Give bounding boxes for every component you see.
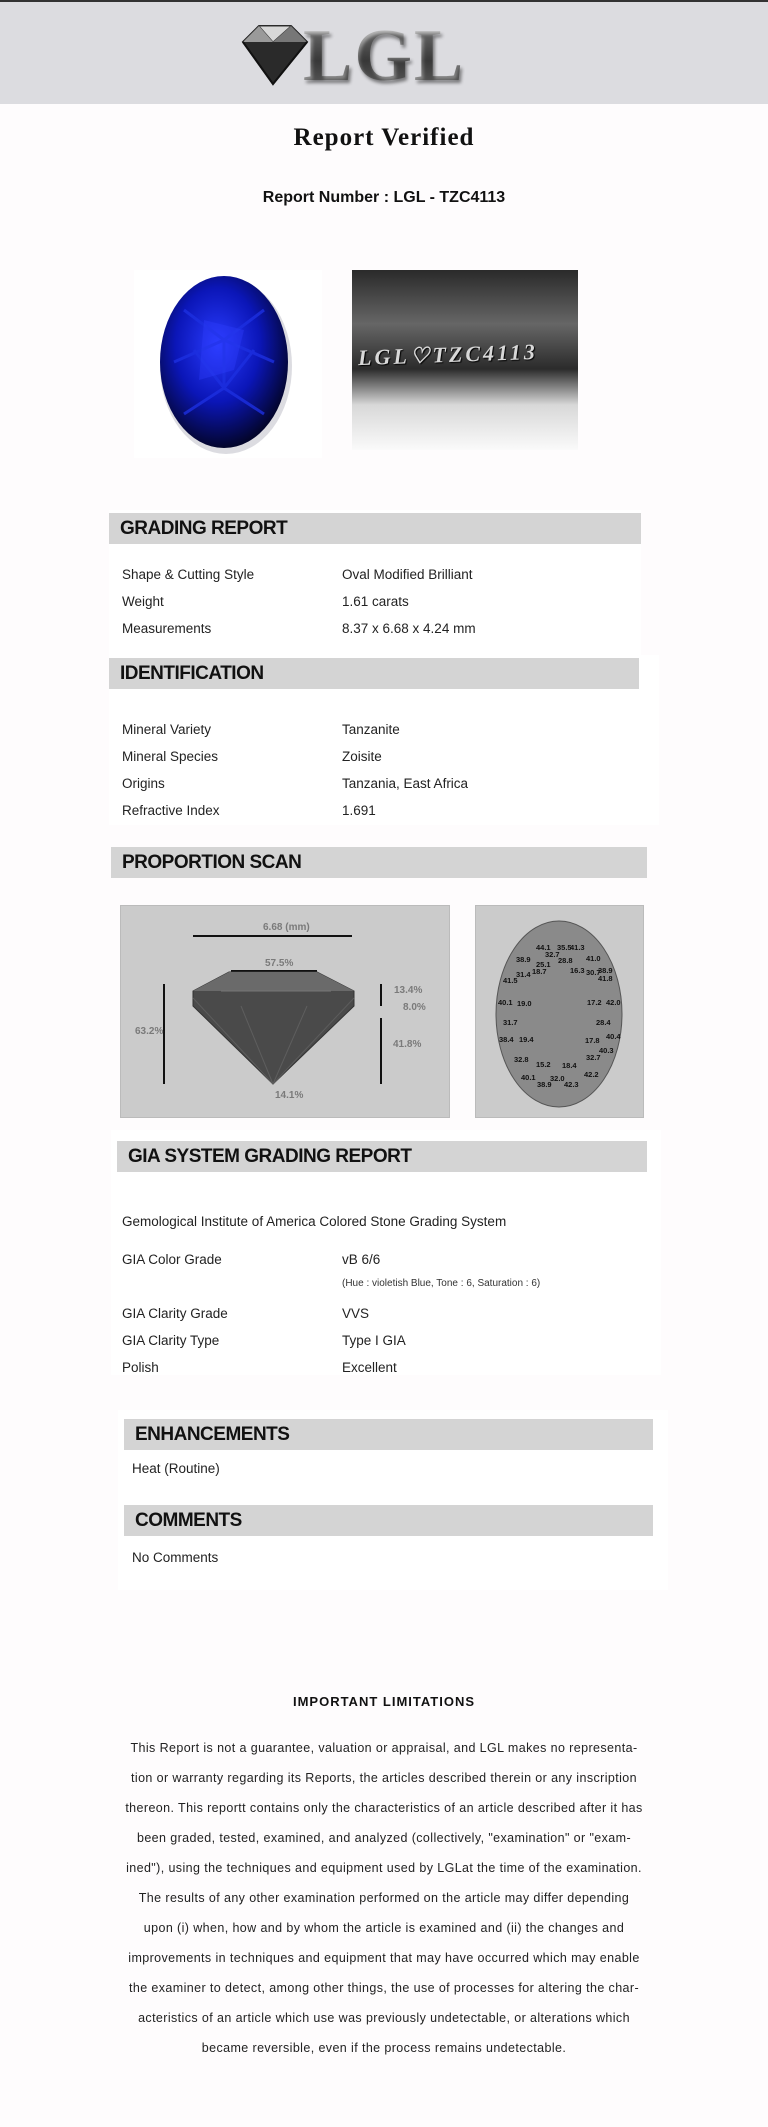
oval-value: 40.4	[606, 1032, 621, 1041]
oval-value: 41.0	[586, 954, 601, 963]
proportion-scan-header: PROPORTION SCAN	[111, 847, 647, 878]
origins-label: Origins	[122, 776, 165, 791]
oval-scan-diagram	[476, 906, 645, 1119]
shape-label: Shape & Cutting Style	[122, 567, 255, 582]
gia-clarity-label: GIA Clarity Grade	[122, 1306, 228, 1321]
oval-value: 28.8	[558, 956, 573, 965]
identification-header: IDENTIFICATION	[109, 658, 639, 689]
oval-value: 41.8	[598, 974, 613, 983]
weight-label: Weight	[122, 594, 164, 609]
proportion-top-view[interactable]	[475, 905, 644, 1118]
oval-value: 35.5	[557, 943, 572, 952]
site-header	[0, 0, 768, 104]
proportion-side-view[interactable]	[120, 905, 450, 1118]
limitations-line: improvements in techniques and equipment that may have occurred which may enable	[128, 1951, 640, 1965]
depth-percent: 63.2%	[135, 1026, 164, 1037]
mineral-species-value: Zoisite	[342, 749, 382, 764]
gia-color-label: GIA Color Grade	[122, 1252, 222, 1267]
shape-value: Oval Modified Brilliant	[342, 567, 473, 582]
oval-value: 42.0	[606, 998, 621, 1007]
girdle-percent: 8.0%	[403, 1002, 426, 1013]
limitations-line: acteristics of an article which use was previously undetectable, or alterations which	[138, 2011, 630, 2025]
enhancements-value: Heat (Routine)	[132, 1461, 220, 1476]
limitations-body	[118, 1733, 650, 2063]
gia-intro: Gemological Institute of America Colored Stone Grading System	[122, 1214, 507, 1229]
oval-value: 41.5	[503, 976, 518, 985]
oval-value: 38.4	[499, 1035, 514, 1044]
mineral-variety-label: Mineral Variety	[122, 722, 212, 737]
oval-value: 38.9	[516, 955, 531, 964]
mineral-species-label: Mineral Species	[122, 749, 219, 764]
polish-label: Polish	[122, 1360, 159, 1375]
oval-value: 31.4	[516, 970, 531, 979]
gia-report-header: GIA SYSTEM GRADING REPORT	[117, 1141, 647, 1172]
oval-value: 32.7	[545, 950, 560, 959]
inscription-text: LGL♡TZC4113	[357, 338, 539, 371]
gia-type-value: Type I GIA	[342, 1333, 406, 1348]
laser-inscription-photo[interactable]	[352, 270, 578, 450]
refractive-index-label: Refractive Index	[122, 803, 220, 818]
table-percent: 57.5%	[265, 958, 294, 969]
comments-header: COMMENTS	[124, 1505, 653, 1536]
oval-value: 38.9	[537, 1080, 552, 1089]
comments-value: No Comments	[132, 1550, 219, 1565]
oval-value: 15.2	[536, 1060, 551, 1069]
oval-value: 30.7	[586, 968, 601, 977]
limitations-line: became reversible, even if the process remains undetectable.	[201, 2041, 567, 2055]
oval-value: 19.0	[517, 999, 532, 1008]
oval-value: 25.1	[536, 960, 551, 969]
oval-value: 41.3	[570, 943, 585, 952]
limitations-title: IMPORTANT LIMITATIONS	[292, 1694, 476, 1709]
oval-value: 42.3	[564, 1080, 579, 1089]
oval-value: 28.4	[596, 1018, 611, 1027]
oval-value: 31.7	[503, 1018, 518, 1027]
oval-value: 42.2	[584, 1070, 599, 1079]
gia-clarity-value: VVS	[342, 1306, 370, 1321]
oval-value: 40.1	[521, 1073, 536, 1082]
refractive-index-value: 1.691	[342, 803, 376, 818]
logo-text: LGL	[303, 15, 466, 97]
page-title: Report Verified	[293, 124, 475, 151]
oval-value: 19.4	[519, 1035, 534, 1044]
oval-value: 44.1	[536, 943, 551, 952]
oval-value: 32.8	[514, 1055, 529, 1064]
report-number: Report Number : LGL - TZC4113	[262, 189, 506, 206]
limitations-line: thereon. This reportt contains only the characteristics of an article described after it has	[125, 1801, 643, 1815]
oval-value: 40.3	[599, 1046, 614, 1055]
polish-value: Excellent	[342, 1360, 397, 1375]
oval-value: 40.1	[498, 998, 513, 1007]
limitations-line: been graded, tested, examined, and analyzed (collectively, "examination" or "exam-	[136, 1831, 632, 1845]
oval-value: 17.8	[585, 1036, 600, 1045]
limitations-line: ined"), using the techniques and equipment used by LGLat the time of the examination.	[126, 1861, 642, 1875]
tanzanite-gem-image	[134, 270, 322, 458]
gem-profile-diagram	[121, 906, 451, 1119]
grading-report-header: GRADING REPORT	[109, 513, 641, 544]
oval-value: 32.7	[586, 1053, 601, 1062]
enhancements-header: ENHANCEMENTS	[124, 1419, 653, 1450]
lgl-logo[interactable]	[233, 16, 493, 96]
gia-type-label: GIA Clarity Type	[122, 1333, 220, 1348]
crown-percent: 13.4%	[394, 985, 423, 996]
measurements-label: Measurements	[122, 621, 212, 636]
culet-percent: 14.1%	[275, 1090, 304, 1101]
limitations-line: tion or warranty regarding its Reports, the articles described therein or any inscription	[131, 1771, 637, 1785]
oval-value: 32.0	[550, 1074, 565, 1083]
oval-value: 18.7	[532, 967, 547, 976]
measurements-value: 8.37 x 6.68 x 4.24 mm	[342, 621, 476, 636]
diamond-logo-icon	[233, 20, 313, 90]
weight-value: 1.61 carats	[342, 594, 409, 609]
limitations-line: The results of any other examination performed on the article may differ depending	[138, 1891, 630, 1905]
oval-value: 18.4	[562, 1061, 577, 1070]
oval-value: 38.9	[598, 966, 613, 975]
oval-value: 17.2	[587, 998, 602, 1007]
limitations-line: This Report is not a guarantee, valuation or appraisal, and LGL makes no representa-	[130, 1741, 638, 1755]
width-measure: 6.68 (mm)	[263, 922, 310, 933]
gia-color-note: (Hue : violetish Blue, Tone : 6, Saturation : 6)	[342, 1278, 541, 1289]
origins-value: Tanzania, East Africa	[342, 776, 469, 791]
limitations-line: upon (i) when, how and by whom the article is examined and (ii) the changes and	[143, 1921, 625, 1935]
mineral-variety-value: Tanzanite	[342, 722, 400, 737]
oval-value: 16.3	[570, 966, 585, 975]
gemstone-photo[interactable]	[134, 270, 322, 458]
limitations-line: the examiner to detect, among other things, the use of processes for altering the char-	[128, 1981, 640, 1995]
pavilion-percent: 41.8%	[393, 1039, 422, 1050]
gia-color-value: vB 6/6	[342, 1252, 381, 1267]
